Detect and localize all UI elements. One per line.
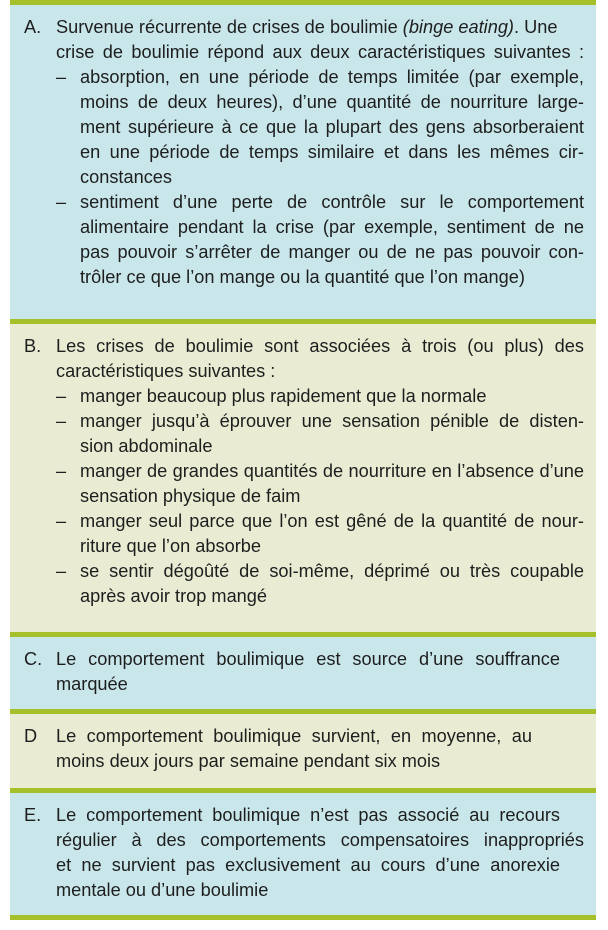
list-item: trôler ce que l’on mange ou la quantité que l’on mange) xyxy=(80,267,525,287)
list-item: sion abdominale xyxy=(80,436,213,456)
list-item: constances xyxy=(80,167,173,187)
bullet-dash: – xyxy=(56,192,67,212)
list-item: alimentaire pendant la crise (par exemple, sentiment de ne xyxy=(80,217,584,237)
criterion-b xyxy=(10,324,596,632)
list-item: sentiment d’une perte de contrôle sur le comportement xyxy=(80,192,584,212)
list-item: ment supérieure à ce que la plupart des gens absorberaient xyxy=(80,117,584,137)
list-item: manger jusqu’à éprouver une sensation pénible de disten- xyxy=(80,411,584,431)
criterion-letter: E. xyxy=(24,805,42,825)
list-item: absorption, en une période de temps limitée (par exemple, xyxy=(80,67,584,87)
list-item: pas pouvoir s’arrêter de manger ou de ne pas pouvoir con- xyxy=(80,242,584,262)
criterion-text: crise de boulimie répond aux deux caractéristiques suivantes : xyxy=(56,42,584,62)
criterion-text: marquée xyxy=(56,674,128,694)
bullet-dash: – xyxy=(56,461,67,481)
criterion-letter: C. xyxy=(24,649,43,669)
criterion-text: Le comportement boulimique n’est pas associé au recours xyxy=(56,805,560,825)
criterion-text: Le comportement boulimique est source d’une souffrance xyxy=(56,649,560,669)
criterion-text: moins deux jours par semaine pendant six mois xyxy=(56,751,441,771)
criterion-a xyxy=(10,5,596,319)
list-item: se sentir dégoûté de soi-même, déprimé ou très coupable xyxy=(80,561,584,581)
bullet-dash: – xyxy=(56,411,67,431)
criterion-text: et ne survient pas exclusivement au cours d’une anorexie xyxy=(56,855,560,875)
criterion-c xyxy=(10,637,596,709)
bullet-dash: – xyxy=(56,386,67,406)
bullet-dash: – xyxy=(56,67,67,87)
criterion-e xyxy=(10,793,596,915)
criterion-text: régulier à des comportements compensatoires inappropriés xyxy=(56,830,584,850)
criterion-text: Les crises de boulimie sont associées à trois (ou plus) des xyxy=(56,336,584,356)
list-item: manger seul parce que l’on est gêné de la quantité de nour- xyxy=(80,511,584,531)
list-item: riture que l’on absorbe xyxy=(80,536,261,556)
criterion-text: caractéristiques suivantes : xyxy=(56,361,276,381)
list-item: après avoir trop mangé xyxy=(80,586,268,606)
criterion-text xyxy=(56,15,584,40)
criterion-d xyxy=(10,714,596,788)
italic-term: (binge eating) xyxy=(402,17,514,37)
criterion-text: mentale ou d’une boulimie xyxy=(56,880,269,900)
list-item: manger beaucoup plus rapidement que la normale xyxy=(80,386,487,406)
criterion-letter: A. xyxy=(24,17,42,37)
list-item: moins de deux heures), d’une quantité de nourriture large- xyxy=(80,92,584,112)
criterion-letter: D xyxy=(24,726,38,746)
text-segment: . Une xyxy=(514,17,558,37)
bullet-dash: – xyxy=(56,561,67,581)
text-segment: Survenue récurrente de crises de boulimie xyxy=(56,17,398,37)
criterion-letter: B. xyxy=(24,336,42,356)
criteria-table xyxy=(10,0,596,920)
list-item: sensation physique de faim xyxy=(80,486,301,506)
divider xyxy=(10,915,596,920)
criterion-text: Le comportement boulimique survient, en moyenne, au xyxy=(56,726,532,746)
list-item: en une période de temps similaire et dans les mêmes cir- xyxy=(80,142,584,162)
list-item: manger de grandes quantités de nourriture en l’absence d’une xyxy=(80,461,584,481)
bullet-dash: – xyxy=(56,511,67,531)
